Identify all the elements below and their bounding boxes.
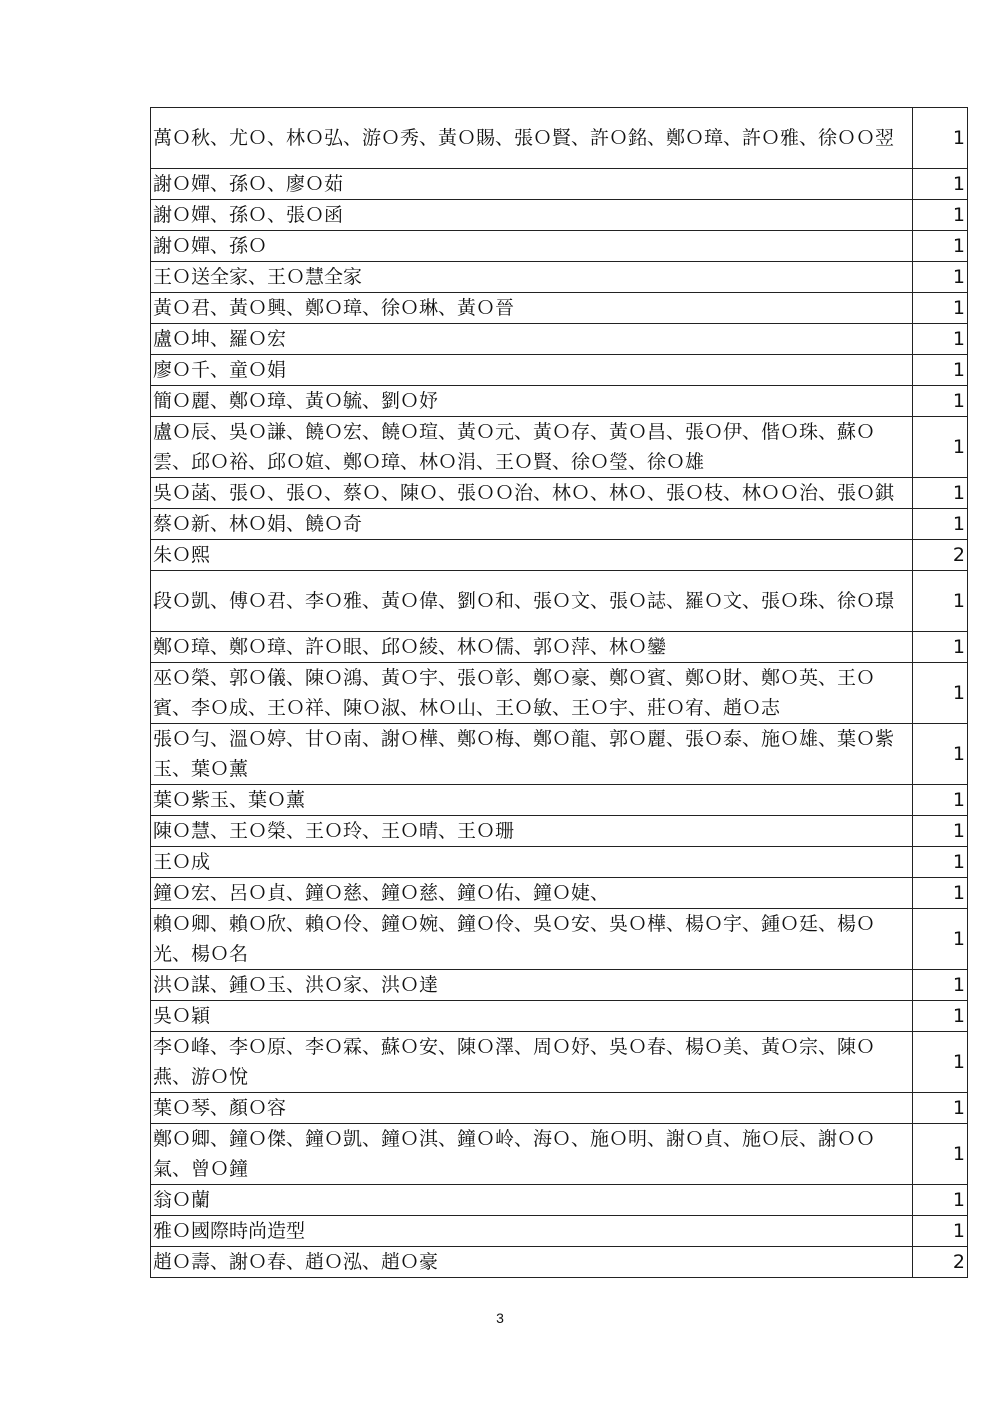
- donation-count-cell: 1: [913, 1124, 968, 1185]
- donation-count-cell: 1: [913, 1001, 968, 1032]
- donation-count-cell: 1: [913, 417, 968, 478]
- table-row: [151, 324, 968, 355]
- donor-names-cell: 洪Ｏ謀、鍾Ｏ玉、洪Ｏ家、洪Ｏ達: [151, 970, 913, 1001]
- donation-count-cell: 1: [913, 324, 968, 355]
- donation-count-cell: 1: [913, 970, 968, 1001]
- donor-names-cell: 吳Ｏ菡、張Ｏ、張Ｏ、蔡Ｏ、陳Ｏ、張ＯＯ治、林Ｏ、林Ｏ、張Ｏ枝、林ＯＯ治、張Ｏ錤: [151, 478, 913, 509]
- donor-names-cell: 謝Ｏ嬋、孫Ｏ: [151, 231, 913, 262]
- donation-count-cell: 1: [913, 847, 968, 878]
- donation-count-cell: 1: [913, 909, 968, 970]
- table-row: [151, 632, 968, 663]
- table-row: [151, 1216, 968, 1247]
- table-row: [151, 262, 968, 293]
- donor-names-cell: 張Ｏ勻、溫Ｏ婷、甘Ｏ南、謝Ｏ樺、鄭Ｏ梅、鄭Ｏ龍、郭Ｏ麗、張Ｏ泰、施Ｏ雄、葉Ｏ紫玉、葉Ｏ薰: [151, 724, 913, 785]
- table-row: [151, 293, 968, 324]
- donation-count-cell: 1: [913, 386, 968, 417]
- donor-names-cell: 鐘Ｏ宏、呂Ｏ貞、鐘Ｏ慈、鐘Ｏ慈、鐘Ｏ佑、鐘Ｏ婕、: [151, 878, 913, 909]
- donation-count-cell: 1: [913, 724, 968, 785]
- table-row: [151, 724, 968, 785]
- table-row: [151, 417, 968, 478]
- donor-names-cell: 陳Ｏ慧、王Ｏ榮、王Ｏ玲、王Ｏ晴、王Ｏ珊: [151, 816, 913, 847]
- donor-names-cell: 葉Ｏ琴、顏Ｏ容: [151, 1093, 913, 1124]
- table-row: [151, 540, 968, 571]
- table-row: [151, 355, 968, 386]
- donation-count-cell: 1: [913, 200, 968, 231]
- donation-count-cell: 1: [913, 478, 968, 509]
- table-row: [151, 785, 968, 816]
- donor-names-cell: 吳Ｏ穎: [151, 1001, 913, 1032]
- table-row: [151, 1001, 968, 1032]
- donor-names-cell: 謝Ｏ嬋、孫Ｏ、廖Ｏ茹: [151, 169, 913, 200]
- donor-names-cell: 朱Ｏ熙: [151, 540, 913, 571]
- table-row: [151, 970, 968, 1001]
- donation-count-cell: 1: [913, 169, 968, 200]
- donation-count-cell: 1: [913, 816, 968, 847]
- donor-names-cell: 簡Ｏ麗、鄭Ｏ璋、黃Ｏ毓、劉Ｏ妤: [151, 386, 913, 417]
- table-row: [151, 1124, 968, 1185]
- table-row: [151, 509, 968, 540]
- donation-count-cell: 1: [913, 1032, 968, 1093]
- donor-names-cell: 王Ｏ送全家、王Ｏ慧全家: [151, 262, 913, 293]
- table-row: [151, 478, 968, 509]
- donation-count-cell: 1: [913, 1185, 968, 1216]
- table-row: [151, 231, 968, 262]
- donor-names-cell: 黃Ｏ君、黃Ｏ興、鄭Ｏ璋、徐Ｏ琳、黃Ｏ晉: [151, 293, 913, 324]
- table-row: [151, 571, 968, 632]
- donor-names-cell: 萬Ｏ秋、尤Ｏ、林Ｏ弘、游Ｏ秀、黃Ｏ賜、張Ｏ賢、許Ｏ銘、鄭Ｏ璋、許Ｏ雅、徐ＯＯ翌: [151, 108, 913, 169]
- donor-names-cell: 王Ｏ成: [151, 847, 913, 878]
- donor-names-cell: 李Ｏ峰、李Ｏ原、李Ｏ霖、蘇Ｏ安、陳Ｏ澤、周Ｏ妤、吳Ｏ春、楊Ｏ美、黃Ｏ宗、陳Ｏ燕、游Ｏ悅: [151, 1032, 913, 1093]
- table-row: [151, 1185, 968, 1216]
- donation-count-cell: 1: [913, 293, 968, 324]
- donor-names-cell: 趙Ｏ壽、謝Ｏ春、趙Ｏ泓、趙Ｏ豪: [151, 1247, 913, 1278]
- table-row: [151, 878, 968, 909]
- table-row: [151, 1247, 968, 1278]
- table-row: [151, 169, 968, 200]
- donor-names-cell: 廖Ｏ千、童Ｏ娟: [151, 355, 913, 386]
- table-row: [151, 200, 968, 231]
- table-row: [151, 1032, 968, 1093]
- donation-count-cell: 1: [913, 108, 968, 169]
- donor-names-cell: 葉Ｏ紫玉、葉Ｏ薰: [151, 785, 913, 816]
- donation-count-cell: 2: [913, 1247, 968, 1278]
- donor-names-cell: 鄭Ｏ璋、鄭Ｏ璋、許Ｏ眼、邱Ｏ綾、林Ｏ儒、郭Ｏ萍、林Ｏ鑾: [151, 632, 913, 663]
- donor-names-cell: 蔡Ｏ新、林Ｏ娟、饒Ｏ奇: [151, 509, 913, 540]
- donor-names-cell: 巫Ｏ榮、郭Ｏ儀、陳Ｏ鴻、黃Ｏ宇、張Ｏ彰、鄭Ｏ豪、鄭Ｏ賓、鄭Ｏ財、鄭Ｏ英、王Ｏ賓、李Ｏ成、王Ｏ祥、陳Ｏ淑、林Ｏ山、王Ｏ敏、王Ｏ宇、莊Ｏ宥、趙Ｏ志: [151, 663, 913, 724]
- table-row: [151, 1093, 968, 1124]
- donor-names-cell: 雅Ｏ國際時尚造型: [151, 1216, 913, 1247]
- donation-count-cell: 1: [913, 262, 968, 293]
- table-row: [151, 108, 968, 169]
- table-row: [151, 847, 968, 878]
- table-row: [151, 386, 968, 417]
- donation-count-cell: 1: [913, 785, 968, 816]
- donation-count-cell: 1: [913, 355, 968, 386]
- donation-count-cell: 1: [913, 1216, 968, 1247]
- donor-names-cell: 謝Ｏ嬋、孫Ｏ、張Ｏ函: [151, 200, 913, 231]
- donation-count-cell: 1: [913, 231, 968, 262]
- donor-names-cell: 盧Ｏ辰、吳Ｏ謙、饒Ｏ宏、饒Ｏ瑄、黃Ｏ元、黃Ｏ存、黃Ｏ昌、張Ｏ伊、偕Ｏ珠、蘇Ｏ雲、邱Ｏ裕、邱Ｏ媗、鄭Ｏ璋、林Ｏ涓、王Ｏ賢、徐Ｏ瑩、徐Ｏ雄: [151, 417, 913, 478]
- donation-count-cell: 2: [913, 540, 968, 571]
- donation-count-cell: 1: [913, 571, 968, 632]
- donor-table: [150, 107, 968, 1278]
- donor-names-cell: 賴Ｏ卿、賴Ｏ欣、賴Ｏ伶、鐘Ｏ婉、鐘Ｏ伶、吳Ｏ安、吳Ｏ樺、楊Ｏ宇、鍾Ｏ廷、楊Ｏ光、楊Ｏ名: [151, 909, 913, 970]
- page-number: 3: [496, 1310, 504, 1326]
- donor-names-cell: 翁Ｏ蘭: [151, 1185, 913, 1216]
- table-row: [151, 816, 968, 847]
- donor-names-cell: 鄭Ｏ卿、鐘Ｏ傑、鐘Ｏ凱、鐘Ｏ淇、鐘Ｏ岭、海Ｏ、施Ｏ明、謝Ｏ貞、施Ｏ辰、謝ＯＯ氣、曾Ｏ鐘: [151, 1124, 913, 1185]
- donor-table-body: [151, 108, 968, 1278]
- table-row: [151, 663, 968, 724]
- donation-count-cell: 1: [913, 1093, 968, 1124]
- donation-count-cell: 1: [913, 878, 968, 909]
- table-row: [151, 909, 968, 970]
- donation-count-cell: 1: [913, 632, 968, 663]
- donation-count-cell: 1: [913, 663, 968, 724]
- donation-count-cell: 1: [913, 509, 968, 540]
- donor-names-cell: 段Ｏ凱、傅Ｏ君、李Ｏ雅、黃Ｏ偉、劉Ｏ和、張Ｏ文、張Ｏ誌、羅Ｏ文、張Ｏ珠、徐Ｏ璟: [151, 571, 913, 632]
- donor-names-cell: 盧Ｏ坤、羅Ｏ宏: [151, 324, 913, 355]
